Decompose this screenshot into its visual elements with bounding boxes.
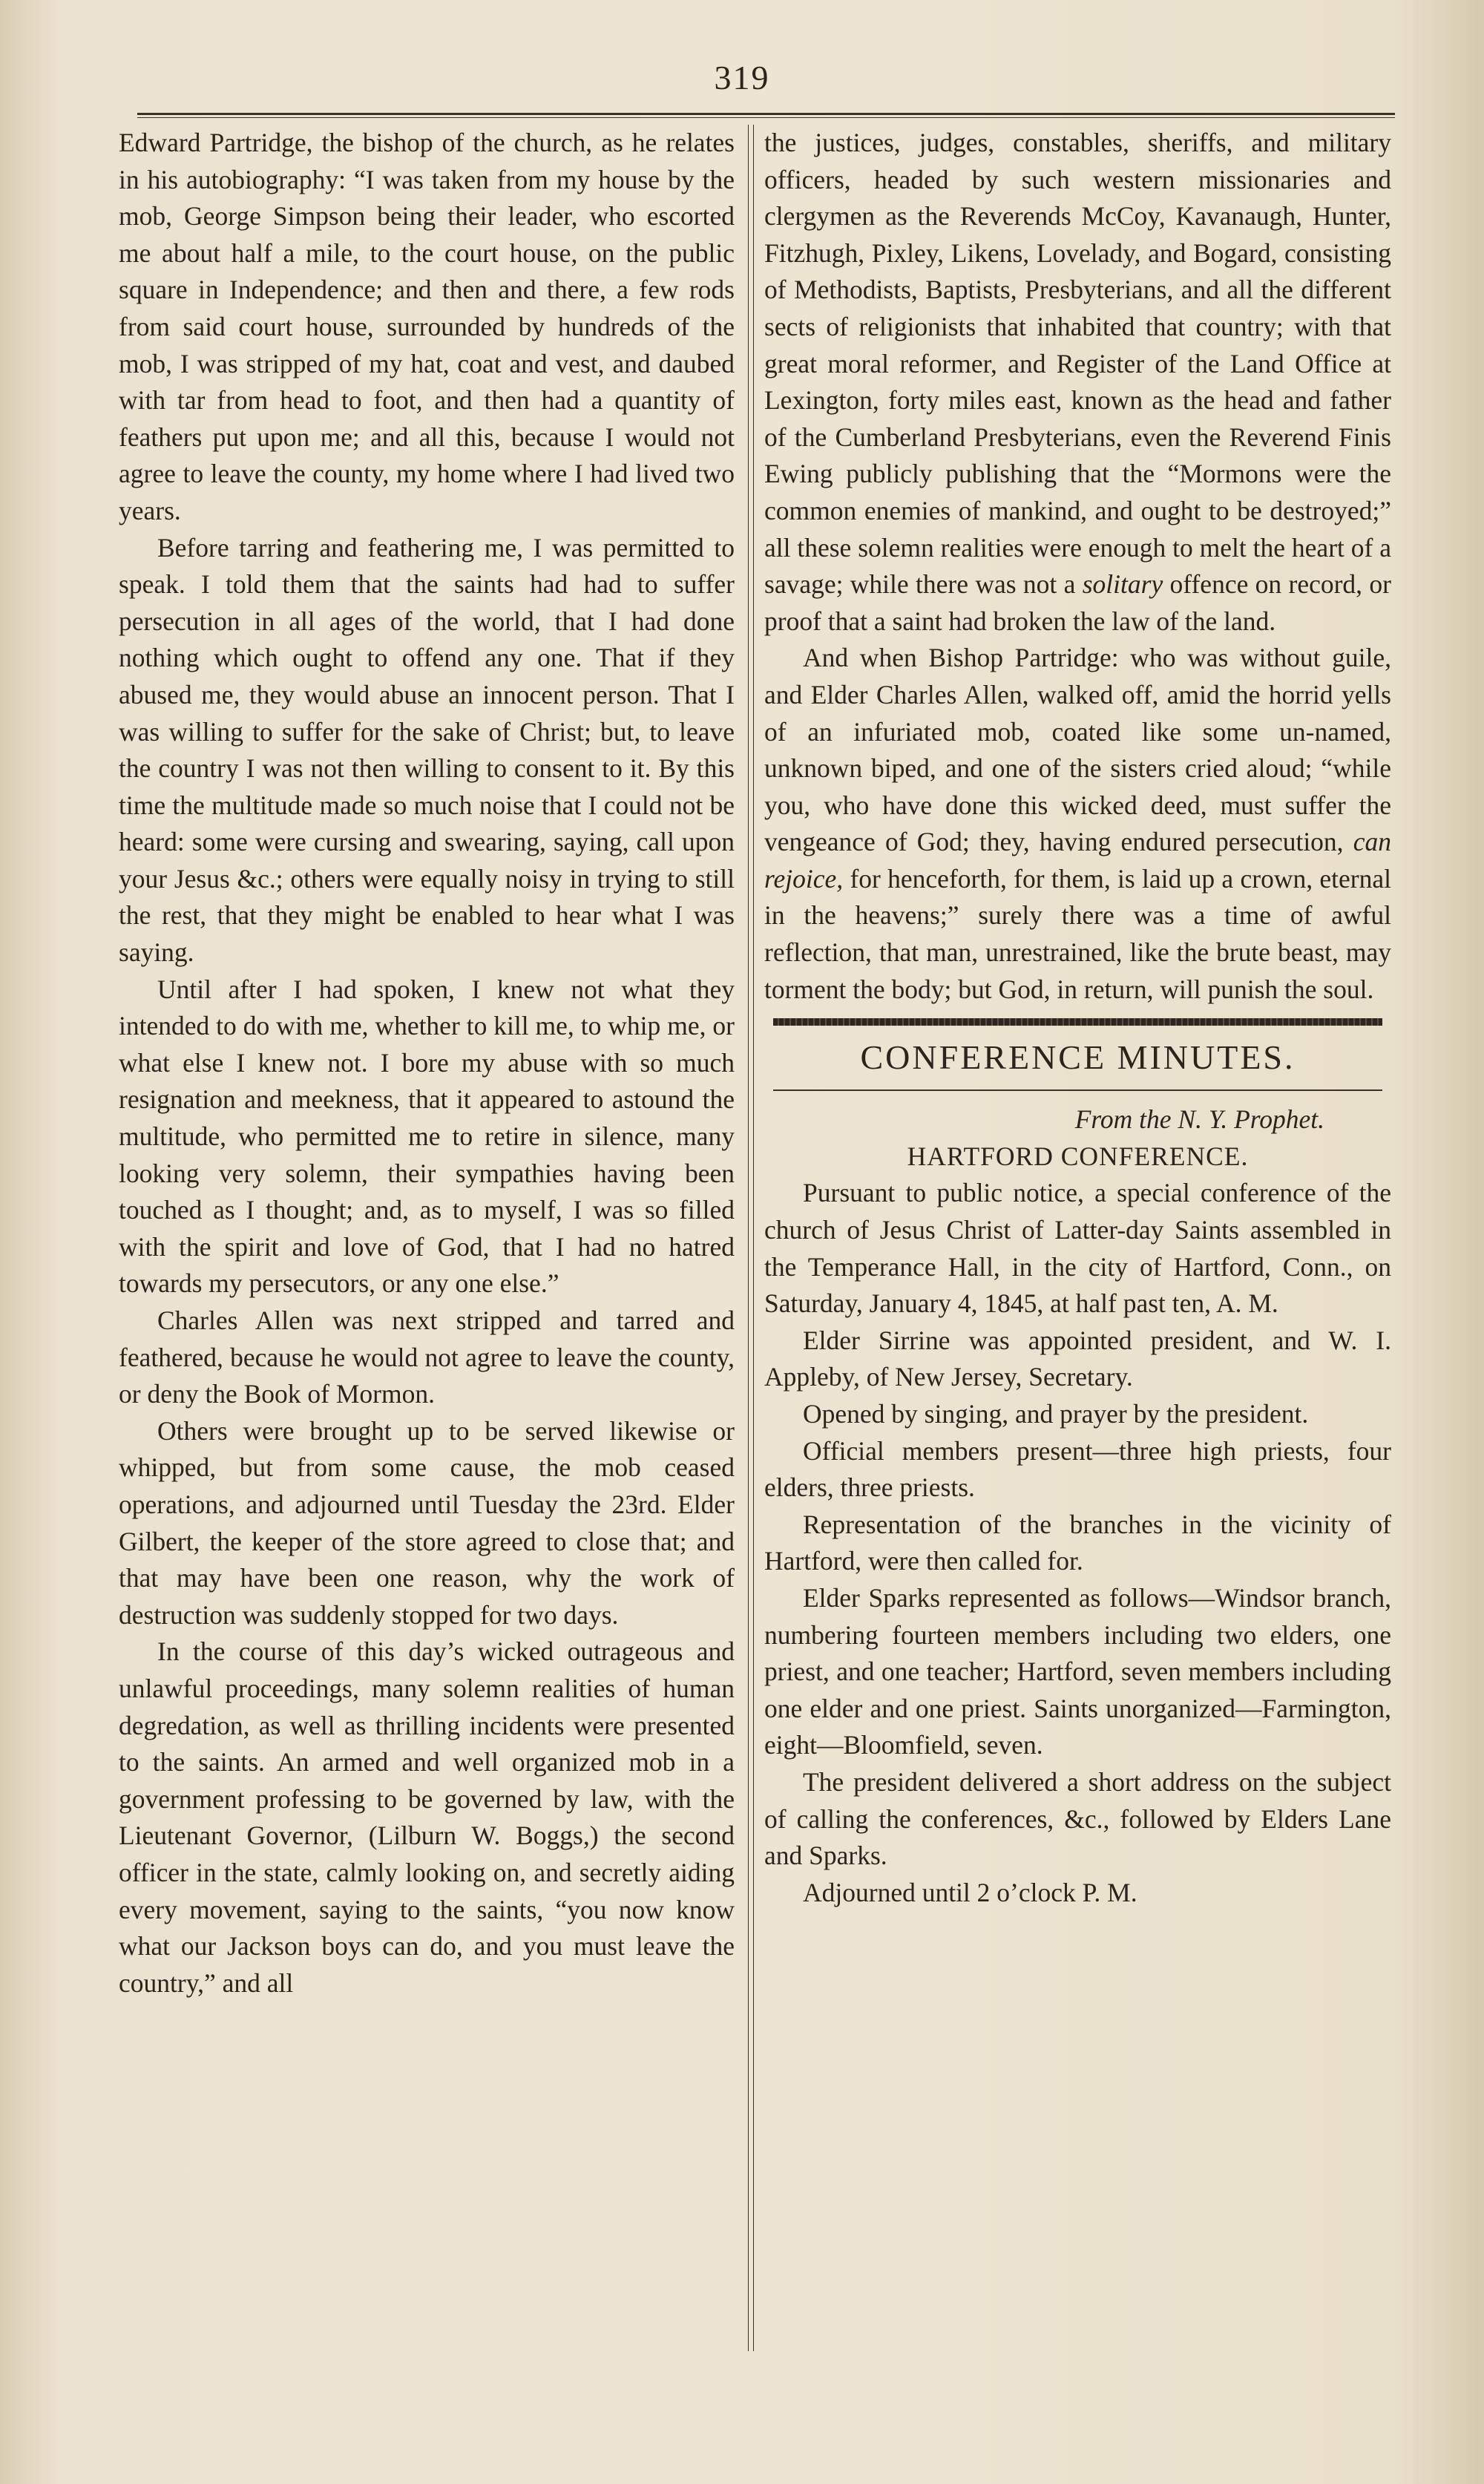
left-paragraph-1: Edward Partridge, the bishop of the church, as he relates in his autobiography: “I was taken from my house by the mob, George Simpson being their leader, who escorted me about half a mile, to the court house, on the public square in Independence; and then and there, a few rods from said court house, surrounded by hundreds of the mob, I was stripped of my hat, coat and vest, and daubed with tar from head to foot, and then had a quantity of feathers put upon me; and all this, because I would not agree to leave the county, my home where I had lived two years.	[119, 128, 735, 525]
section-rule-thin	[773, 1089, 1382, 1091]
left-column	[119, 125, 735, 2002]
source-line: From the N. Y. Prophet.	[1074, 1104, 1324, 1135]
minutes-paragraph: Opened by singing, and prayer by the president.	[803, 1399, 1309, 1429]
left-paragraph-4: Charles Allen was next stripped and tarred and feathered, because he would not agree to leave the county, or deny the Book of Mormon.	[119, 1305, 735, 1409]
section-heading: CONFERENCE MINUTES.	[860, 1038, 1296, 1077]
right-paragraph-1: the justices, judges, constables, sheriffs, and military officers, headed by such western missionaries and clergymen as the Reverends McCoy, Kavanaugh, Hunter, Fitzhugh, Pixley, Likens, Lovelady, and Bogard, consisting of Methodists, Baptists, Presbyterians, and all the different sects of religionists that inhabited that country; with that great moral reformer, and Register of the Land Office at Lexington, forty miles east, known as the head and father of the Cumberland Presbyterians, even the Reverend Finis Ewing publicly publishing that the “Mormons were the common enemies of mankind, and ought to be destroyed;” all these solemn realities were enough to melt the heart of a savage; while there was not a solitary offence on record, or proof that a saint had broken the law of the land.	[764, 128, 1391, 636]
conference-subheading: HARTFORD CONFERENCE.	[907, 1141, 1249, 1171]
section-rule-heavy	[773, 1018, 1382, 1026]
minutes-paragraph: Representation of the branches in the vicinity of Hartford, were then called for.	[764, 1509, 1391, 1576]
italic-solitary: solitary	[1082, 569, 1163, 600]
right-paragraph-2: And when Bishop Partridge: who was without guile, and Elder Charles Allen, walked off, amid the horrid yells of an infuriated mob, coated like some un-named, unknown biped, and one of the sisters cried aloud; “while you, who have done this wicked deed, must suffer the vengeance of God; they, having endured persecution, can rejoice, for henceforth, for them, is laid up a crown, eternal in the heavens;” surely there was a time of awful reflection, that man, unrestrained, like the brute beast, may torment the body; but God, in return, will punish the soul.	[764, 643, 1392, 1004]
left-paragraph-2: Before tarring and feathering me, I was permitted to speak. I told them that the saints had had to suffer persecution in all ages of the world, that I had done nothing which ought to offend any one. That if they abused me, they would abuse an innocent person. That I was willing to suffer for the sake of Christ; but, to leave the country I was not then willing to consent to it. By this time the multitude made so much noise that I could not be heard: some were cursing and swearing, saying, call upon your Jesus &c.; others were equally noisy in trying to still the rest, that they might be enabled to hear what I was saying.	[119, 532, 735, 968]
page-number: 319	[714, 59, 770, 96]
left-paragraph-6: In the course of this day’s wicked outrageous and unlawful proceedings, many solemn realities of human degredation, as well as thrilling incidents were presented to the saints. An armed and well organized mob in a government professing to be governed by law, with the Lieutenant Governor, (Lilburn W. Boggs,) the second officer in the state, calmly looking on, and secretly aiding every movement, saying to the saints, “you now know what our Jackson boys can do, and you must leave the country,” and all	[119, 1636, 735, 1998]
top-rule	[137, 113, 1395, 118]
minutes-paragraph: Adjourned until 2 o’clock P. M.	[803, 1877, 1137, 1907]
italic-can-rejoice: can rejoice,	[764, 827, 1392, 894]
minutes-paragraph: Official members present—three high priests, four elders, three priests.	[764, 1435, 1391, 1503]
minutes-paragraph: Elder Sirrine was appointed president, and W. I. Appleby, of New Jersey, Secretary.	[764, 1325, 1391, 1392]
minutes-paragraph: Elder Sparks represented as follows—Windsor branch, numbering fourteen members including two elders, one priest, and one teacher; Hartford, seven members including one elder and one priest. Saints unorganized—Farmington, eight—Bloomfield, seven.	[764, 1582, 1391, 1760]
left-paragraph-5: Others were brought up to be served likewise or whipped, but from some cause, the mob ceased operations, and adjourned until Tuesday the 23rd. Elder Gilbert, the keeper of the store agreed to close that; and that may have been one reason, why the work of destruction was suddenly stopped for two days.	[119, 1415, 735, 1630]
left-paragraph-3: Until after I had spoken, I knew not what they intended to do with me, whether to kill me, to whip me, or what else I knew not. I bore my abuse with so much resignation and meekness, that it appeared to astound the multitude, who permitted me to retire in silence, many looking very solemn, their sympathies having been touched as I thought; and, as to myself, I was so filled with the spirit and love of God, that I had no hatred towards my persecutors, or any one else.”	[119, 974, 735, 1299]
column-divider	[748, 125, 754, 2351]
minutes-paragraph: Pursuant to public notice, a special conference of the church of Jesus Christ of Latter-day Saints assembled in the Temperance Hall, in the city of Hartford, Conn., on Saturday, January 4, 1845, at half past ten, A. M.	[764, 1178, 1391, 1319]
right-column	[764, 125, 1391, 1911]
minutes-paragraph: The president delivered a short address on the subject of calling the conferences, &c., followed by Elders Lane and Sparks.	[764, 1766, 1391, 1871]
